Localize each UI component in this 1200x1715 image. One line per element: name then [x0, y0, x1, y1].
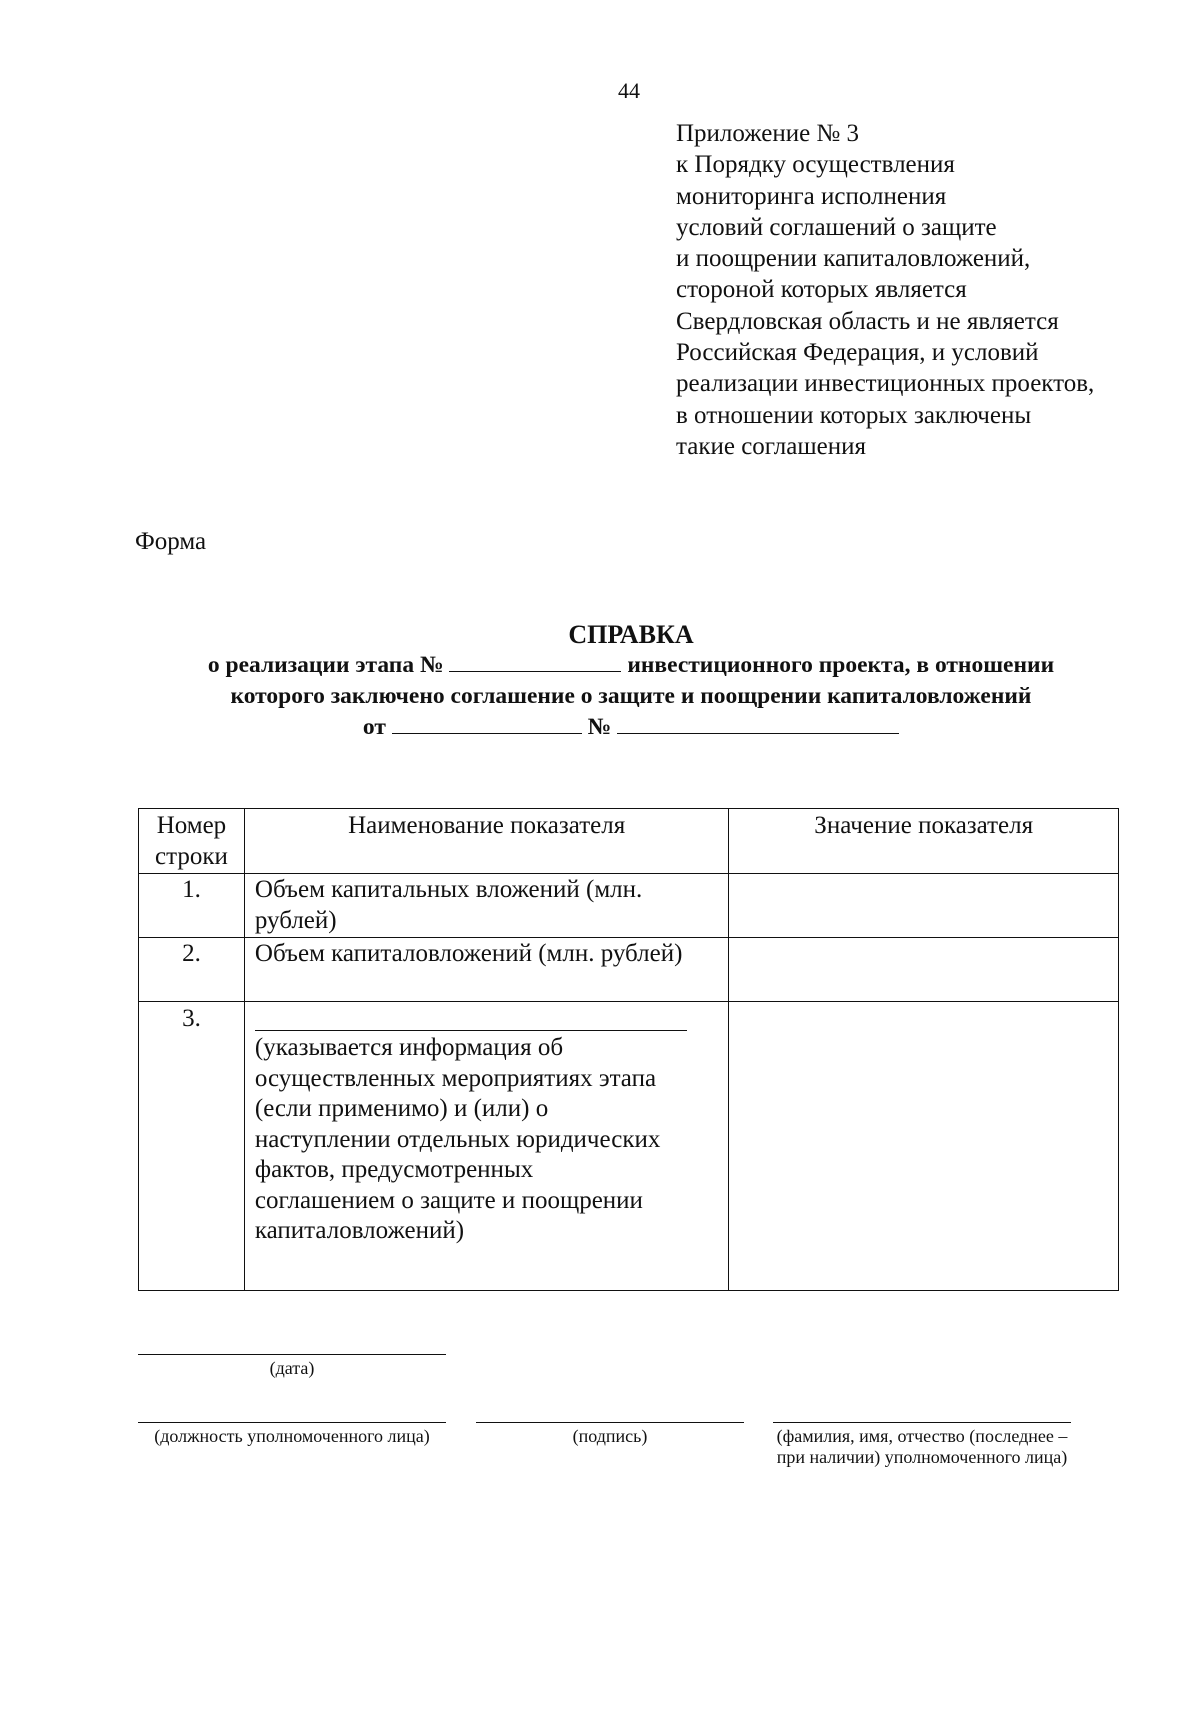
appendix-line: в отношении которых заключены [676, 401, 1032, 429]
row-number: 1. [139, 874, 245, 938]
heading-number-label: № [587, 714, 612, 740]
stage-number-blank[interactable] [449, 651, 621, 672]
row-number: 2. [139, 938, 245, 1002]
heading-line-2: которого заключено соглашение о защите и поощрении капиталовложений [230, 683, 1032, 709]
page-number: 44 [618, 78, 640, 103]
table-header-row [139, 809, 1119, 874]
header-indicator-value: Значение показателя [729, 809, 1119, 874]
indicator-name-blank[interactable] [255, 1004, 687, 1031]
indicator-name: Объем капитальных вложений (млн. рублей) [244, 874, 729, 938]
signature-caption: (подпись) [572, 1426, 648, 1446]
indicator-value[interactable] [729, 874, 1119, 938]
indicators-table [138, 808, 1119, 1291]
indicator-name-hint: (указывается информация об осуществленных мероприятиях этапа (если применимо) и (или) о наступлении отдельных юридических фактов, предусмотренных соглашением о защите и поощрении капиталовложений) [254, 1034, 661, 1244]
appendix-line: Свердловская область и не является [676, 307, 1059, 335]
table-row [139, 874, 1119, 938]
heading-stage-label: о реализации этапа № [207, 652, 444, 678]
appendix-line: и поощрении капиталовложений, [676, 245, 1031, 273]
table-row [139, 1002, 1119, 1291]
table-row [139, 938, 1119, 1002]
appendix-line: Приложение № 3 [676, 120, 860, 147]
appendix-line: Российская Федерация, и условий [676, 339, 1039, 367]
agreement-date-blank[interactable] [392, 713, 582, 734]
appendix-line: мониторинга исполнения [676, 182, 947, 210]
heading-date-label: от [362, 714, 386, 740]
header-indicator-name: Наименование показателя [244, 809, 729, 874]
indicator-value[interactable] [729, 1002, 1119, 1291]
indicator-name: Объем капиталовложений (млн. рублей) [244, 938, 729, 1002]
row-number: 3. [139, 1002, 245, 1291]
full-name-signature-line[interactable] [773, 1422, 1071, 1423]
position-signature-line[interactable] [138, 1422, 446, 1423]
agreement-number-blank[interactable] [617, 713, 899, 734]
document-heading [0, 620, 1200, 743]
heading-line-3 [0, 712, 1200, 743]
appendix-line: к Порядку осуществления [676, 151, 955, 179]
full-name-caption: (фамилия, имя, отчество (последнее – при наличии) уполномоченного лица) [776, 1426, 1068, 1467]
heading-project-label: инвестиционного проекта, в отношении [627, 652, 1055, 678]
heading-line-1 [0, 650, 1200, 681]
signature-line[interactable] [476, 1422, 744, 1423]
appendix-line: условий соглашений о защите [676, 213, 997, 241]
date-signature-line[interactable] [138, 1354, 446, 1355]
header-row-number: Номер строки [139, 809, 245, 874]
appendix-header [676, 118, 1166, 462]
document-title: СПРАВКА [568, 620, 694, 649]
indicator-value[interactable] [729, 938, 1119, 1002]
indicator-name-cell [244, 1002, 729, 1291]
appendix-line: такие соглашения [676, 432, 866, 460]
date-caption: (дата) [269, 1358, 315, 1378]
appendix-line: реализации инвестиционных проектов, [676, 370, 1095, 398]
form-label: Форма [135, 528, 207, 555]
position-caption: (должность уполномоченного лица) [154, 1426, 430, 1446]
appendix-line: стороной которых является [676, 276, 967, 304]
